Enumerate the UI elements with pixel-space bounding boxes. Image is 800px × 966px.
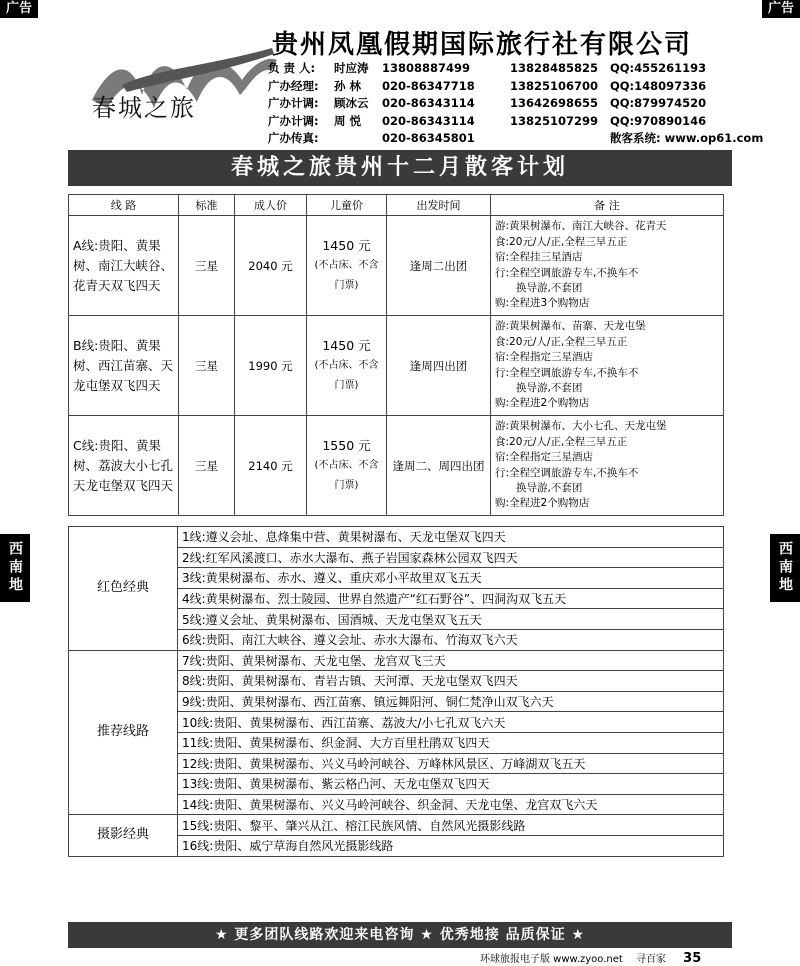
contact-name: 周 悦	[334, 113, 362, 128]
child-price-note: (不占床、不含门票)	[314, 459, 379, 491]
contact-name: 顾冰云	[334, 96, 369, 111]
route-lines-table	[68, 526, 724, 857]
table-row	[69, 527, 724, 548]
standard: 三星	[179, 316, 235, 416]
contact-phone: 020-86343114	[382, 96, 475, 111]
route-line: 4线:黄果树瀑布、烈士陵园、世界自然遗产“红石野谷”、四洞沟双飞五天	[178, 588, 724, 609]
contact-mobile: 13828485825	[510, 61, 599, 75]
route-line: 8线:贵阳、黄果树瀑布、青岩古镇、天河潭、天龙屯堡双飞四天	[178, 671, 724, 692]
route-line: 16线:贵阳、威宁草海自然风光摄影线路	[178, 835, 724, 856]
contact-name: 孙 林	[334, 78, 362, 93]
child-price: 1450 元	[322, 337, 371, 353]
ad-label-right: 广告	[762, 0, 800, 18]
brand-name: 寻百家	[635, 954, 666, 965]
contact-phone: 13808887499	[382, 61, 471, 75]
company-name: 贵州凤凰假期国际旅行社有限公司	[272, 30, 693, 60]
child-price-cell	[307, 216, 387, 316]
page-number: 35	[683, 951, 702, 966]
note-line: 换导游,不套团	[516, 381, 583, 394]
note-line: 宿:全程挂三星酒店	[495, 251, 583, 264]
child-price-note: (不占床、不含门票)	[314, 259, 379, 291]
route-line: 9线:贵阳、黄果树瀑布、西江苗寨、镇远舞阳河、铜仁梵净山双飞六天	[178, 691, 724, 712]
route-name: B线:贵阳、黄果树、西江苗寨、天龙屯堡双飞四天	[69, 316, 179, 416]
route-line: 12线:贵阳、黄果树瀑布、兴义马岭河峡谷、万峰林风景区、万峰湖双飞五天	[178, 753, 724, 774]
note-line: 游:黄果树瀑布、南江大峡谷、花青天	[495, 220, 667, 233]
note-line: 食:20元/人/正,全程三早五正	[495, 235, 628, 248]
logo-text: 春城之旅	[92, 94, 196, 122]
col-header-notes: 备 注	[491, 195, 724, 216]
contact-row	[268, 78, 763, 96]
adult-price: 2140 元	[235, 416, 307, 516]
table-header-row	[69, 195, 724, 216]
route-name: A线:贵阳、黄果树、南江大峡谷、花青天双飞四天	[69, 216, 179, 316]
contact-qq: QQ:148097336	[610, 78, 707, 93]
contact-mobile: 13825107299	[510, 113, 599, 128]
departure: 逢周四出团	[387, 316, 491, 416]
contact-phone: 020-86347718	[382, 78, 475, 93]
note-line: 宿:全程指定三星酒店	[495, 451, 594, 464]
departure: 逢周二、周四出团	[387, 416, 491, 516]
note-line: 行:全程空调旅游专车,不换车不	[495, 466, 639, 479]
note-line: 换导游,不套团	[516, 481, 583, 494]
child-price-cell	[307, 416, 387, 516]
contact-label: 广办计调:	[268, 96, 319, 111]
route-line: 5线:遵义会址、黄果树瀑布、国酒城、天龙屯堡双飞五天	[178, 609, 724, 630]
route-line: 15线:贵阳、黎平、肇兴从江、榕江民族风情、自然风光摄影线路	[178, 815, 724, 836]
region-tab-left: 西南地	[0, 534, 30, 602]
contact-row	[268, 130, 763, 148]
col-header-route: 线 路	[69, 195, 179, 216]
contact-website: 散客系统: www.op61.com	[610, 131, 764, 146]
contact-list	[268, 60, 763, 148]
route-line: 6线:贵阳、南江大峡谷、遵义会址、赤水大瀑布、竹海双飞六天	[178, 629, 724, 650]
contact-phone: 020-86345801	[382, 131, 475, 146]
note-line: 游:黄果树瀑布、苗寨、天龙屯堡	[495, 320, 646, 333]
table-row	[69, 416, 724, 516]
adult-price: 2040 元	[235, 216, 307, 316]
page-footer	[480, 950, 701, 966]
note-line: 食:20元/人/正,全程三早五正	[495, 435, 628, 448]
note-line: 购:全程进2个购物店	[495, 497, 590, 510]
footer-slogan: ★ 更多团队线路欢迎来电咨询 ★ 优秀地接 品质保证 ★	[68, 922, 732, 948]
col-header-child: 儿童价	[307, 195, 387, 216]
contact-label: 广办计调:	[268, 113, 319, 128]
child-price: 1550 元	[322, 437, 371, 453]
contact-mobile: 13825106700	[510, 78, 599, 93]
standard: 三星	[179, 216, 235, 316]
notes-cell	[491, 416, 724, 516]
contact-label: 负 责 人:	[268, 61, 316, 75]
header	[68, 18, 764, 150]
route-line: 14线:贵阳、黄果树瀑布、兴义马岭河峡谷、织金洞、天龙屯堡、龙宫双飞六天	[178, 794, 724, 815]
plan-table	[68, 194, 724, 516]
contact-label: 广办传真:	[268, 131, 319, 146]
table-row	[69, 815, 724, 836]
contact-row	[268, 60, 763, 78]
notes-cell	[491, 316, 724, 416]
category-recommended: 推荐线路	[69, 650, 178, 815]
note-line: 购:全程进2个购物店	[495, 397, 590, 410]
col-header-standard: 标准	[179, 195, 235, 216]
route-line: 2线:红军风溪渡口、赤水大瀑布、燕子岩国家森林公园双飞四天	[178, 547, 724, 568]
col-header-departure: 出发时间	[387, 195, 491, 216]
source-site: 环球旅报电子版 www.zyoo.net	[480, 954, 623, 965]
contact-name: 时应涛	[334, 61, 369, 75]
table-row	[69, 316, 724, 416]
note-line: 购:全程进3个购物店	[495, 297, 590, 310]
notes-cell	[491, 216, 724, 316]
col-header-adult: 成人价	[235, 195, 307, 216]
note-line: 食:20元/人/正,全程三早五正	[495, 335, 628, 348]
note-line: 游:黄果树瀑布、大小七孔、天龙屯堡	[495, 420, 667, 433]
note-line: 行:全程空调旅游专车,不换车不	[495, 366, 639, 379]
adult-price: 1990 元	[235, 316, 307, 416]
region-tab-right: 西南地区	[770, 534, 800, 602]
table-row	[69, 650, 724, 671]
advertisement-frame	[68, 18, 764, 948]
contact-row	[268, 95, 763, 113]
category-red-classic: 红色经典	[69, 527, 178, 651]
route-line: 1线:遵义会址、息烽集中营、黄果树瀑布、天龙屯堡双飞四天	[178, 527, 724, 548]
contact-phone: 020-86343114	[382, 113, 475, 128]
route-line: 10线:贵阳、黄果树瀑布、西江苗寨、荔波大/小七孔双飞六天	[178, 712, 724, 733]
route-line: 11线:贵阳、黄果树瀑布、织金洞、大方百里杜鹃双飞四天	[178, 732, 724, 753]
note-line: 换导游,不套团	[516, 281, 583, 294]
route-line: 13线:贵阳、黄果树瀑布、紫云格凸河、天龙屯堡双飞四天	[178, 774, 724, 795]
contact-qq: QQ:455261193	[610, 61, 707, 75]
route-line: 3线:黄果树瀑布、赤水、遵义、重庆邓小平故里双飞五天	[178, 568, 724, 589]
departure: 逢周二出团	[387, 216, 491, 316]
category-photography: 摄影经典	[69, 815, 178, 856]
table-row	[69, 216, 724, 316]
child-price-note: (不占床、不含门票)	[314, 359, 379, 391]
ad-label-left: 广告	[0, 0, 38, 18]
contact-row	[268, 113, 763, 131]
child-price-cell	[307, 316, 387, 416]
contact-qq: QQ:879974520	[610, 96, 707, 111]
page-title: 春城之旅贵州十二月散客计划	[68, 150, 732, 186]
standard: 三星	[179, 416, 235, 516]
contact-qq: QQ:970890146	[610, 113, 707, 128]
note-line: 行:全程空调旅游专车,不换车不	[495, 266, 639, 279]
route-line: 7线:贵阳、黄果树瀑布、天龙屯堡、龙宫双飞三天	[178, 650, 724, 671]
note-line: 宿:全程指定三星酒店	[495, 351, 594, 364]
contact-mobile: 13642698655	[510, 96, 599, 111]
child-price: 1450 元	[322, 237, 371, 253]
contact-label: 广办经理:	[268, 78, 319, 93]
route-name: C线:贵阳、黄果树、荔波大小七孔天龙屯堡双飞四天	[69, 416, 179, 516]
